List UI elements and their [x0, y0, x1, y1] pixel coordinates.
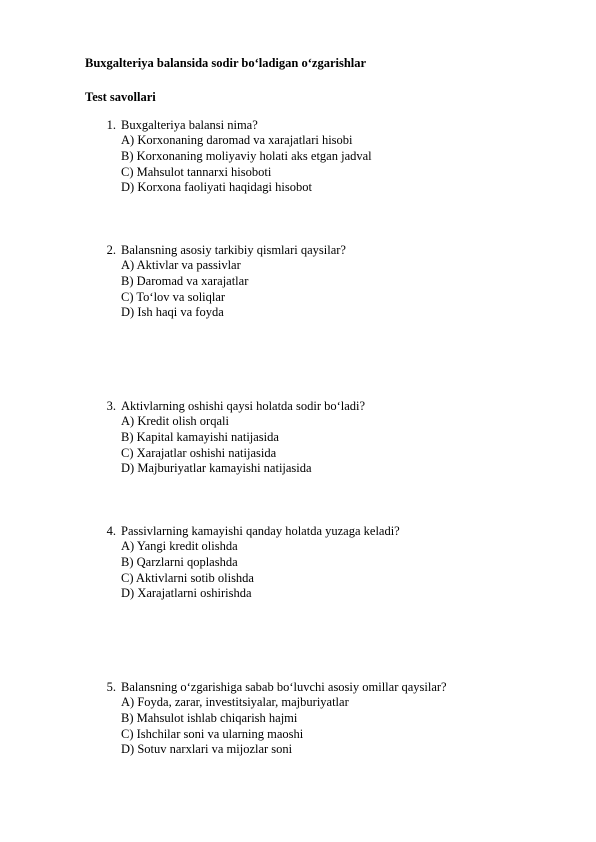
answer-option-a: A) Korxonaning daromad va xarajatlari hisobi: [121, 133, 353, 147]
answer-option-b: B) Qarzlarni qoplashda: [121, 554, 238, 569]
answer-option-d: D) Sotuv narxlari va mijozlar soni: [121, 742, 293, 757]
question-text: Buxgalteriya balansi nima?: [121, 118, 258, 132]
question-number: 1.: [106, 118, 116, 132]
question-number: 3.: [106, 399, 116, 413]
document-title: Buxgalteriya balansida sodir bo‘ladigan o‘zgarishlar: [85, 56, 367, 70]
question-text: Balansning asosiy tarkibiy qismlari qaysilar?: [121, 243, 346, 257]
answer-option-d: D) Ish haqi va foyda: [121, 305, 224, 320]
answer-option-c: C) Mahsulot tannarxi hisoboti: [121, 164, 272, 179]
answer-option-d: D) Majburiyatlar kamayishi natijasida: [121, 461, 312, 476]
question-number: 2.: [106, 243, 116, 257]
answer-option-d: D) Korxona faoliyati haqidagi hisobot: [121, 180, 312, 195]
answer-option-a: A) Foyda, zarar, investitsiyalar, majburiyatlar: [121, 695, 349, 709]
question-5: [0, 679, 596, 758]
question-3: [0, 398, 596, 477]
answer-option-c: C) Ishchilar soni va ularning maoshi: [121, 726, 304, 741]
answer-option-c: C) Aktivlarni sotib olishda: [121, 570, 254, 585]
question-number: 5.: [106, 680, 116, 694]
question-4: [0, 523, 596, 602]
answer-option-c: C) To‘lov va soliqlar: [121, 289, 226, 304]
answer-option-b: B) Korxonaning moliyaviy holati aks etgan jadval: [121, 148, 372, 163]
answer-option-d: D) Xarajatlarni oshirishda: [121, 586, 252, 601]
question-text: Aktivlarning oshishi qaysi holatda sodir bo‘ladi?: [121, 399, 366, 413]
answer-option-b: B) Daromad va xarajatlar: [121, 273, 249, 288]
question-text: Passivlarning kamayishi qanday holatda yuzaga keladi?: [121, 524, 400, 538]
answer-option-c: C) Xarajatlar oshishi natijasida: [121, 445, 277, 460]
question-text: Balansning o‘zgarishiga sabab bo‘luvchi asosiy omillar qaysilar?: [121, 680, 447, 694]
question-number: 4.: [106, 524, 116, 538]
answer-option-a: A) Yangi kredit olishda: [121, 539, 238, 553]
document-subtitle: Test savollari: [85, 90, 156, 104]
question-2: [0, 242, 596, 321]
answer-option-a: A) Aktivlar va passivlar: [121, 258, 241, 272]
answer-option-b: B) Mahsulot ishlab chiqarish hajmi: [121, 710, 298, 725]
answer-option-b: B) Kapital kamayishi natijasida: [121, 429, 279, 444]
answer-option-a: A) Kredit olish orqali: [121, 414, 229, 428]
question-1: [0, 117, 596, 196]
